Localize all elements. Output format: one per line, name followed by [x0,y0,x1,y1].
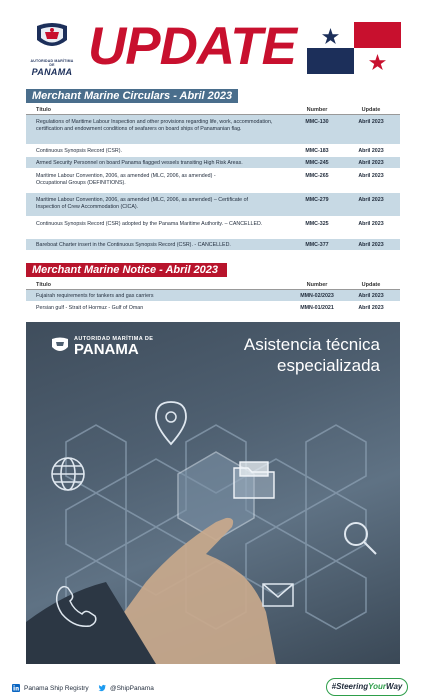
row-title: Persian gulf - Strait of Hormuz - Gulf of Oman [36,305,144,311]
promo-banner [26,322,400,664]
hashtag-badge [326,678,408,696]
row-number: MMN-02/2023 [300,293,334,299]
linkedin-icon [12,684,20,692]
row-number: MMC-245 [305,160,329,166]
header [0,0,425,85]
row-number: MMC-265 [305,173,329,179]
row-title: Armed Security Personnel on board Panama flagged vessels transiting High Risk Areas. [36,160,243,166]
column-update: Update [361,282,381,288]
row-update: Abril 2023 [358,305,384,311]
table-row [26,145,400,157]
promo-title-line1: Asistencia técnica [243,335,380,354]
row-title: Maritime Labour Convention, 2006, as amended (MLC, 2006, as amended) – Certificate of Inspection of Crew Accommodation (CICA). [36,197,248,210]
row-number: MMC-130 [305,119,329,125]
promo-title [244,334,380,376]
table-row [26,157,400,169]
hashtag-prefix: #Steering [331,682,369,691]
row-update: Abril 2023 [358,148,384,154]
promo-logo [50,336,153,357]
linkedin-label: Panama Ship Registry [24,684,89,692]
row-number: MMC-377 [305,242,329,248]
envelope-icon [263,584,293,606]
notices-table [26,280,400,314]
table-row [26,193,400,217]
row-update: Abril 2023 [358,173,384,179]
table-row [26,302,400,314]
row-update: Abril 2023 [358,197,384,203]
row-title: Continuous Synopsis Record (CSR) adopted by the Panama Maritime Authority. – CANCELLED. [36,221,263,227]
emblem-icon [50,337,70,355]
hashtag-highlight: Your [368,682,387,691]
table-header [26,280,400,290]
row-update: Abril 2023 [358,160,384,166]
logo-title: PANAMA [31,67,73,77]
promo-logo-title: PANAMA [74,341,139,358]
flag-icon [307,22,401,74]
row-title: Bareboat Charter insert in the Continuous Synopsis Record (CSR). - CANCELLED. [36,242,231,248]
location-pin-icon [156,402,186,444]
twitter-label: @ShipPanama [110,684,154,692]
circulars-heading: Merchant Marine Circulars - Abril 2023 [26,89,238,103]
row-title: Continuous Synopsis Record (CSR). [36,148,122,154]
column-number: Number [306,282,328,288]
emblem-icon [33,22,71,52]
twitter-link[interactable] [98,684,154,692]
row-number: MMN-01/2021 [300,305,334,311]
promo-title-line2: especializada [276,356,380,375]
hashtag-suffix: Way [386,682,403,691]
table-row [26,115,400,145]
row-number: MMC-325 [305,221,329,227]
row-number: MMC-279 [305,197,329,203]
row-title: Fujairah requirements for tankers and gas carriers [36,293,154,299]
table-row [26,290,400,302]
column-title: Título [36,107,51,113]
table-row [26,239,400,251]
linkedin-link[interactable] [12,684,89,692]
circulars-table [26,105,400,251]
notices-heading: Merchant Marine Notice - Abril 2023 [26,263,227,277]
twitter-icon [98,684,106,692]
row-title: Maritime Labour Convention, 2006, as amended (MLC, 2006, as amended) - Occupational Groups (DEFINITIONS). [36,173,216,186]
globe-icon [52,458,84,490]
row-update: Abril 2023 [358,221,384,227]
row-update: Abril 2023 [358,119,384,125]
folder-icon [234,462,274,498]
magnifier-icon [345,523,376,554]
row-title: Regulations of Maritime Labour Inspection and other provisions regarding life, work, accommodation, certification and endowment conditions of seafarers on board ships of Panamanian flag. [36,119,273,132]
table-row [26,217,400,239]
promo-logo-subtitle: AUTORIDAD MARÍTIMA DE [74,336,154,342]
column-number: Number [306,107,328,113]
table-header [26,105,400,115]
column-update: Update [361,107,381,113]
table-row [26,169,400,193]
page-title: UPDATE [88,17,296,76]
amp-logo [28,22,76,78]
column-title: Título [36,282,51,288]
row-update: Abril 2023 [358,293,384,299]
row-update: Abril 2023 [358,242,384,248]
logo-subtitle: AUTORIDAD MARÍTIMA DE [30,59,74,67]
footer [0,672,425,700]
row-number: MMC-183 [305,148,329,154]
